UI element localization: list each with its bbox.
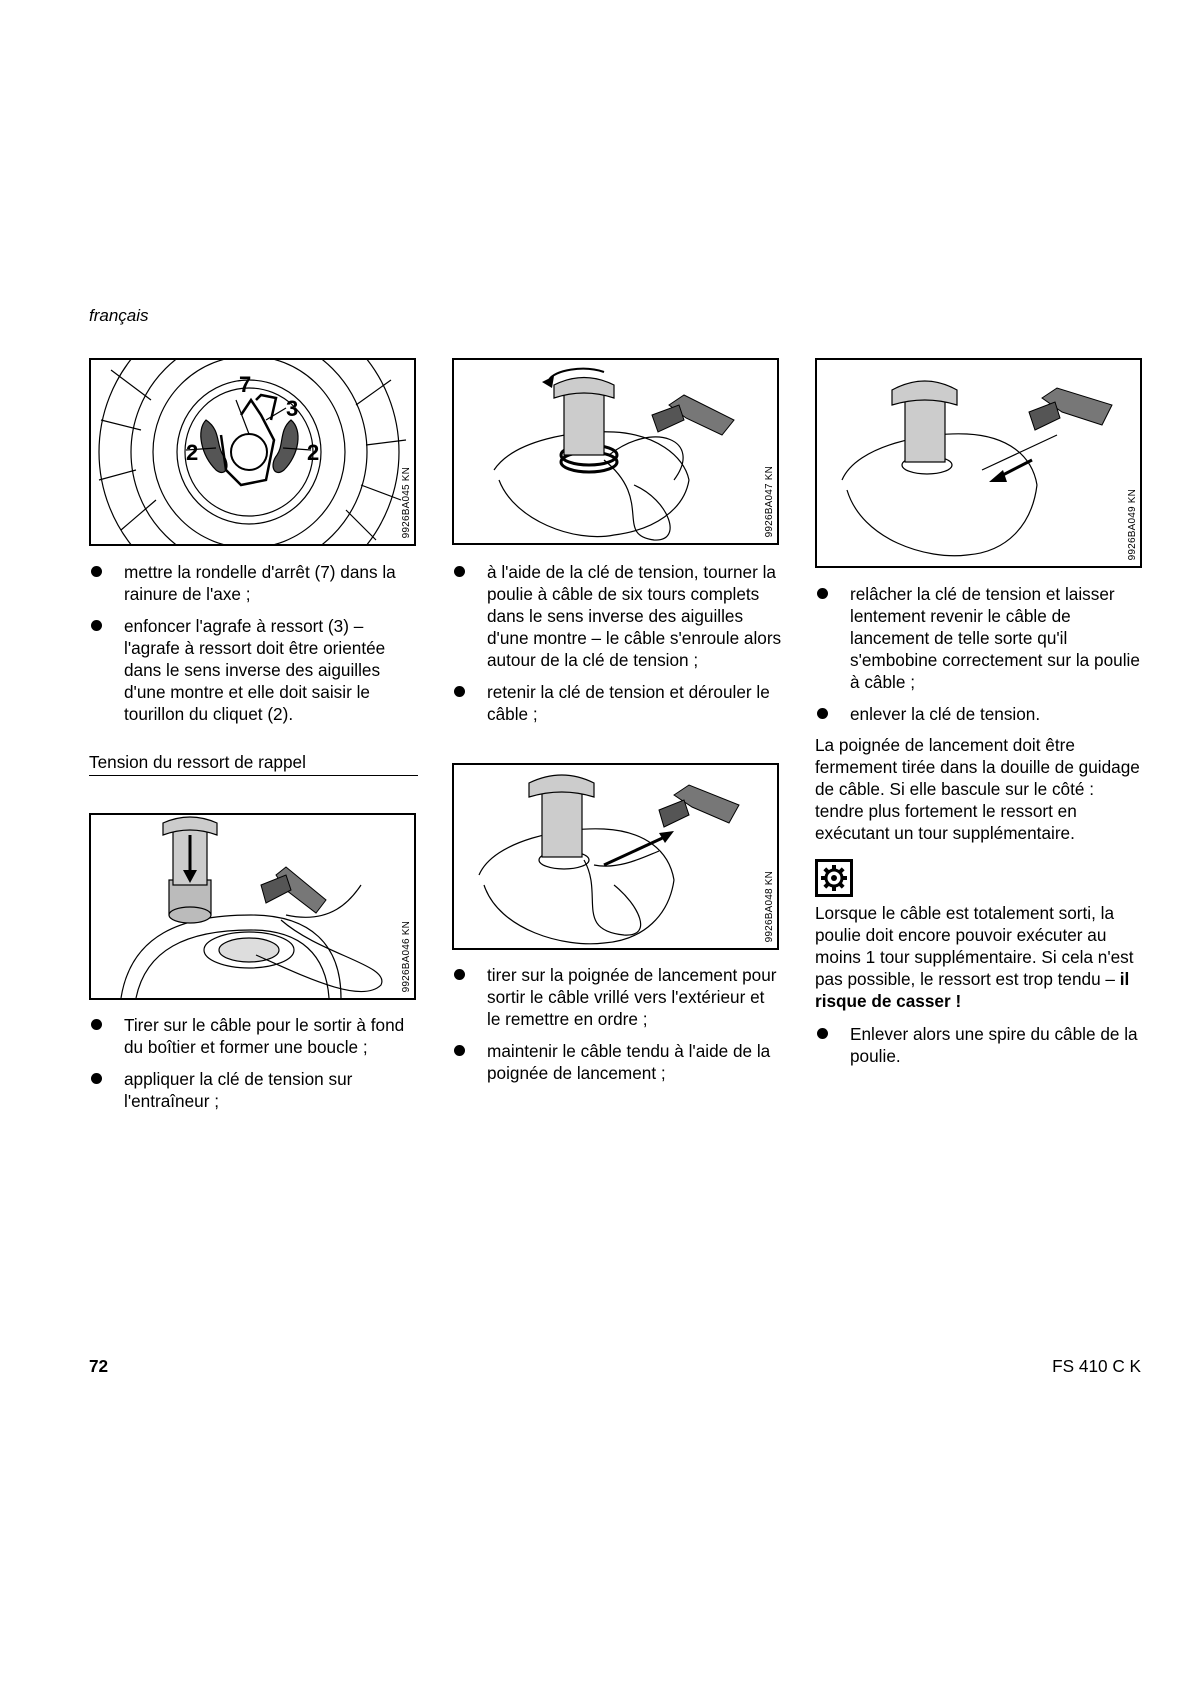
figure-spring-clip-drawing xyxy=(91,360,414,544)
figure-code: 9926BA048 KN xyxy=(764,870,775,942)
figure-turn-pulley-drawing xyxy=(454,360,777,543)
figure-code: 9926BA047 KN xyxy=(764,465,775,537)
bullet-icon xyxy=(817,1028,828,1039)
col3-paragraph-2: Lorsque le câble est totalement sorti, la poulie doit encore pouvoir exécuter au moins 1 tour supplémentaire. Si cela n'est pas possible, le ressort est trop tendu – il risque de casser ! xyxy=(815,903,1134,1011)
col2-bullets-bottom xyxy=(452,964,782,1094)
figure-pull-cable-drawing xyxy=(454,765,777,948)
fig1-label-2-right: 2 xyxy=(307,440,320,465)
figure-code: 9926BA046 KN xyxy=(401,920,412,992)
list-item: maintenir le câble tendu à l'aide de la poignée de lancement ; xyxy=(452,1040,782,1084)
bullet-icon xyxy=(454,686,465,697)
col3-bullets-bottom xyxy=(815,1023,1145,1077)
col3-paragraph-1: La poignée de lancement doit être fermement tirée dans la douille de guidage de câble. Si elle bascule sur le côté : tendre plus fortement le ressort en exécutant un tour supplémentaire. xyxy=(815,735,1140,843)
list-item: Enlever alors une spire du câble de la poulie. xyxy=(815,1023,1145,1067)
fig1-label-3: 3 xyxy=(286,396,299,421)
col3-bullets-top xyxy=(815,583,1145,735)
figure-release-key-drawing xyxy=(817,360,1140,566)
figure-code: 9926BA045 KN xyxy=(401,466,412,538)
figure-release-key xyxy=(815,358,1142,568)
figure-turn-pulley xyxy=(452,358,779,545)
col2-bullets-top xyxy=(452,561,782,735)
bullet-icon xyxy=(817,708,828,719)
list-item: retenir la clé de tension et dérouler le câble ; xyxy=(452,681,782,725)
gear-icon-drawing xyxy=(818,862,850,894)
gear-icon xyxy=(815,859,853,897)
list-item: relâcher la clé de tension et laisser lentement revenir le câble de lancement de telle sorte qu'il s'embobine correctement sur la poulie à câble ; xyxy=(815,583,1145,693)
list-item: mettre la rondelle d'arrêt (7) dans la rainure de l'axe ; xyxy=(89,561,419,605)
warning-text: il risque de casser ! xyxy=(815,969,1130,1011)
bullet-icon xyxy=(454,566,465,577)
bullet-icon xyxy=(91,566,102,577)
bullet-icon xyxy=(817,588,828,599)
figure-code: 9926BA049 KN xyxy=(1127,488,1138,560)
list-item: enfoncer l'agrafe à ressort (3) – l'agrafe à ressort doit être orientée dans le sens inverse des aiguilles d'une montre et elle doit saisir le tourillon du cliquet (2). xyxy=(89,615,419,725)
bullet-icon xyxy=(91,620,102,631)
col1-bullets-top xyxy=(89,561,419,735)
fig1-label-7: 7 xyxy=(239,372,252,397)
page-number: 72 xyxy=(89,1356,109,1376)
col1-bullets-bottom xyxy=(89,1014,419,1122)
language-label: français xyxy=(89,306,149,325)
figure-spring-clip xyxy=(89,358,416,546)
fig1-label-2-left: 2 xyxy=(186,440,199,465)
bullet-icon xyxy=(91,1019,102,1030)
bullet-icon xyxy=(454,969,465,980)
bullet-icon xyxy=(454,1045,465,1056)
figure-tension-key-apply xyxy=(89,813,416,1000)
list-item: à l'aide de la clé de tension, tourner la poulie à câble de six tours complets dans le sens inverse des aiguilles d'une montre – le câble s'enroule alors autour de la clé de tension ; xyxy=(452,561,782,671)
section-title: Tension du ressort de rappel xyxy=(89,752,418,776)
figure-tension-key-apply-drawing xyxy=(91,815,414,998)
list-item: Tirer sur le câble pour le sortir à fond du boîtier et former une boucle ; xyxy=(89,1014,419,1058)
list-item: enlever la clé de tension. xyxy=(815,703,1145,725)
figure-pull-cable xyxy=(452,763,779,950)
list-item: tirer sur la poignée de lancement pour sortir le câble vrillé vers l'extérieur et le remettre en ordre ; xyxy=(452,964,782,1030)
bullet-icon xyxy=(91,1073,102,1084)
list-item: appliquer la clé de tension sur l'entraîneur ; xyxy=(89,1068,419,1112)
model-name: FS 410 C K xyxy=(1052,1356,1141,1376)
